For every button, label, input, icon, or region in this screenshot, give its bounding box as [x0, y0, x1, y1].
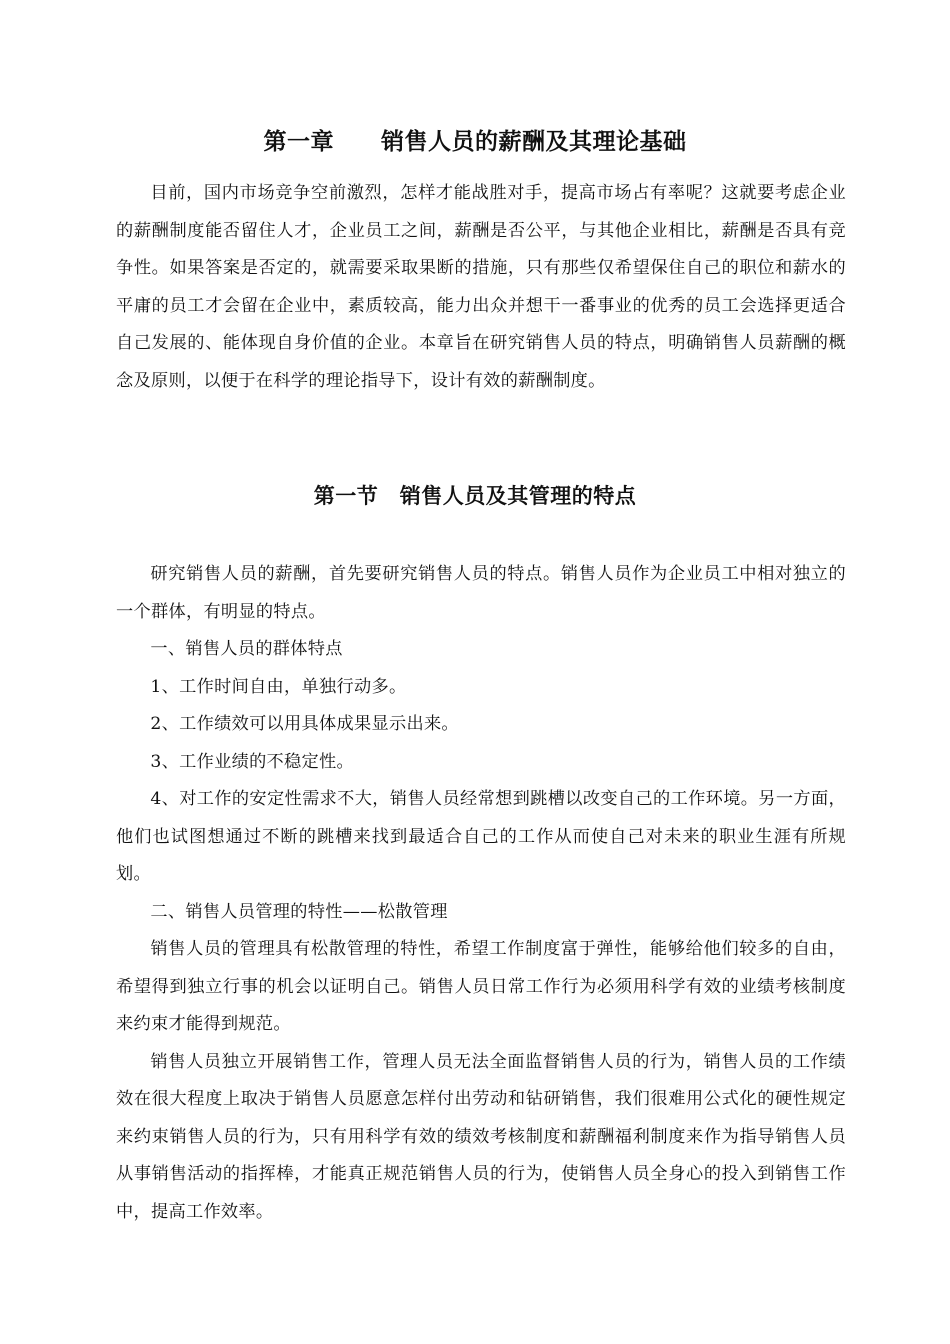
- heading-management-traits: 二、销售人员管理的特性——松散管理: [150, 901, 448, 922]
- list-item-1: 1、工作时间自由，单独行动多。: [150, 676, 407, 697]
- chapter-title: 第一章 销售人员的薪酬及其理论基础: [263, 129, 687, 155]
- heading-group-traits: 一、销售人员的群体特点: [150, 639, 343, 659]
- paragraph-independent-work: 销售人员独立开展销售工作，管理人员无法全面监督销售人员的行为，销售人员的工作绩效在很大程度上取决于销售人员愿意怎样付出劳动和钻研销售，我们很难用公式化的硬性规定来约束销售人员的行为，只有用科学有效的绩效考核制度和薪酬福利制度来作为指导销售人员从事销售活动的指挥棒，才能真正规范销售人员的行为，使销售人员全身心的投入到销售工作中，提高工作效率。: [116, 1051, 846, 1222]
- paragraph-loose-management: 销售人员的管理具有松散管理的特性，希望工作制度富于弹性，能够给他们较多的自由，希望得到独立行事的机会以证明自己。销售人员日常工作行为必须用科学有效的业绩考核制度来约束才能得到规范。: [116, 939, 846, 1034]
- section-body: [116, 556, 846, 1231]
- chapter-intro: [116, 175, 846, 400]
- paragraph-overview: 研究销售人员的薪酬，首先要研究销售人员的特点。销售人员作为企业员工中相对独立的一个群体，有明显的特点。: [116, 564, 846, 622]
- list-item-2: 2、工作绩效可以用具体成果显示出来。: [150, 714, 459, 734]
- list-item-4: 4、对工作的安定性需求不大，销售人员经常想到跳槽以改变自己的工作环境。另一方面，他们也试图想通过不断的跳槽来找到最适合自己的工作从而使自己对未来的职业生涯有所规划。: [116, 789, 846, 884]
- intro-paragraph: 目前，国内市场竞争空前激烈，怎样才能战胜对手，提高市场占有率呢？这就要考虑企业的薪酬制度能否留住人才，企业员工之间，薪酬是否公平，与其他企业相比，薪酬是否具有竞争性。如果答案是否定的，就需要采取果断的措施，只有那些仅希望保住自己的职位和薪水的平庸的员工才会留在企业中，素质较高，能力出众并想干一番事业的优秀的员工会选择更适合自己发展的、能体现自身价值的企业。本章旨在研究销售人员的特点，明确销售人员薪酬的概念及原则，以便于在科学的理论指导下，设计有效的薪酬制度。: [116, 183, 846, 391]
- list-item-3: 3、工作业绩的不稳定性。: [150, 751, 354, 772]
- section-title: 第一节 销售人员及其管理的特点: [313, 484, 637, 508]
